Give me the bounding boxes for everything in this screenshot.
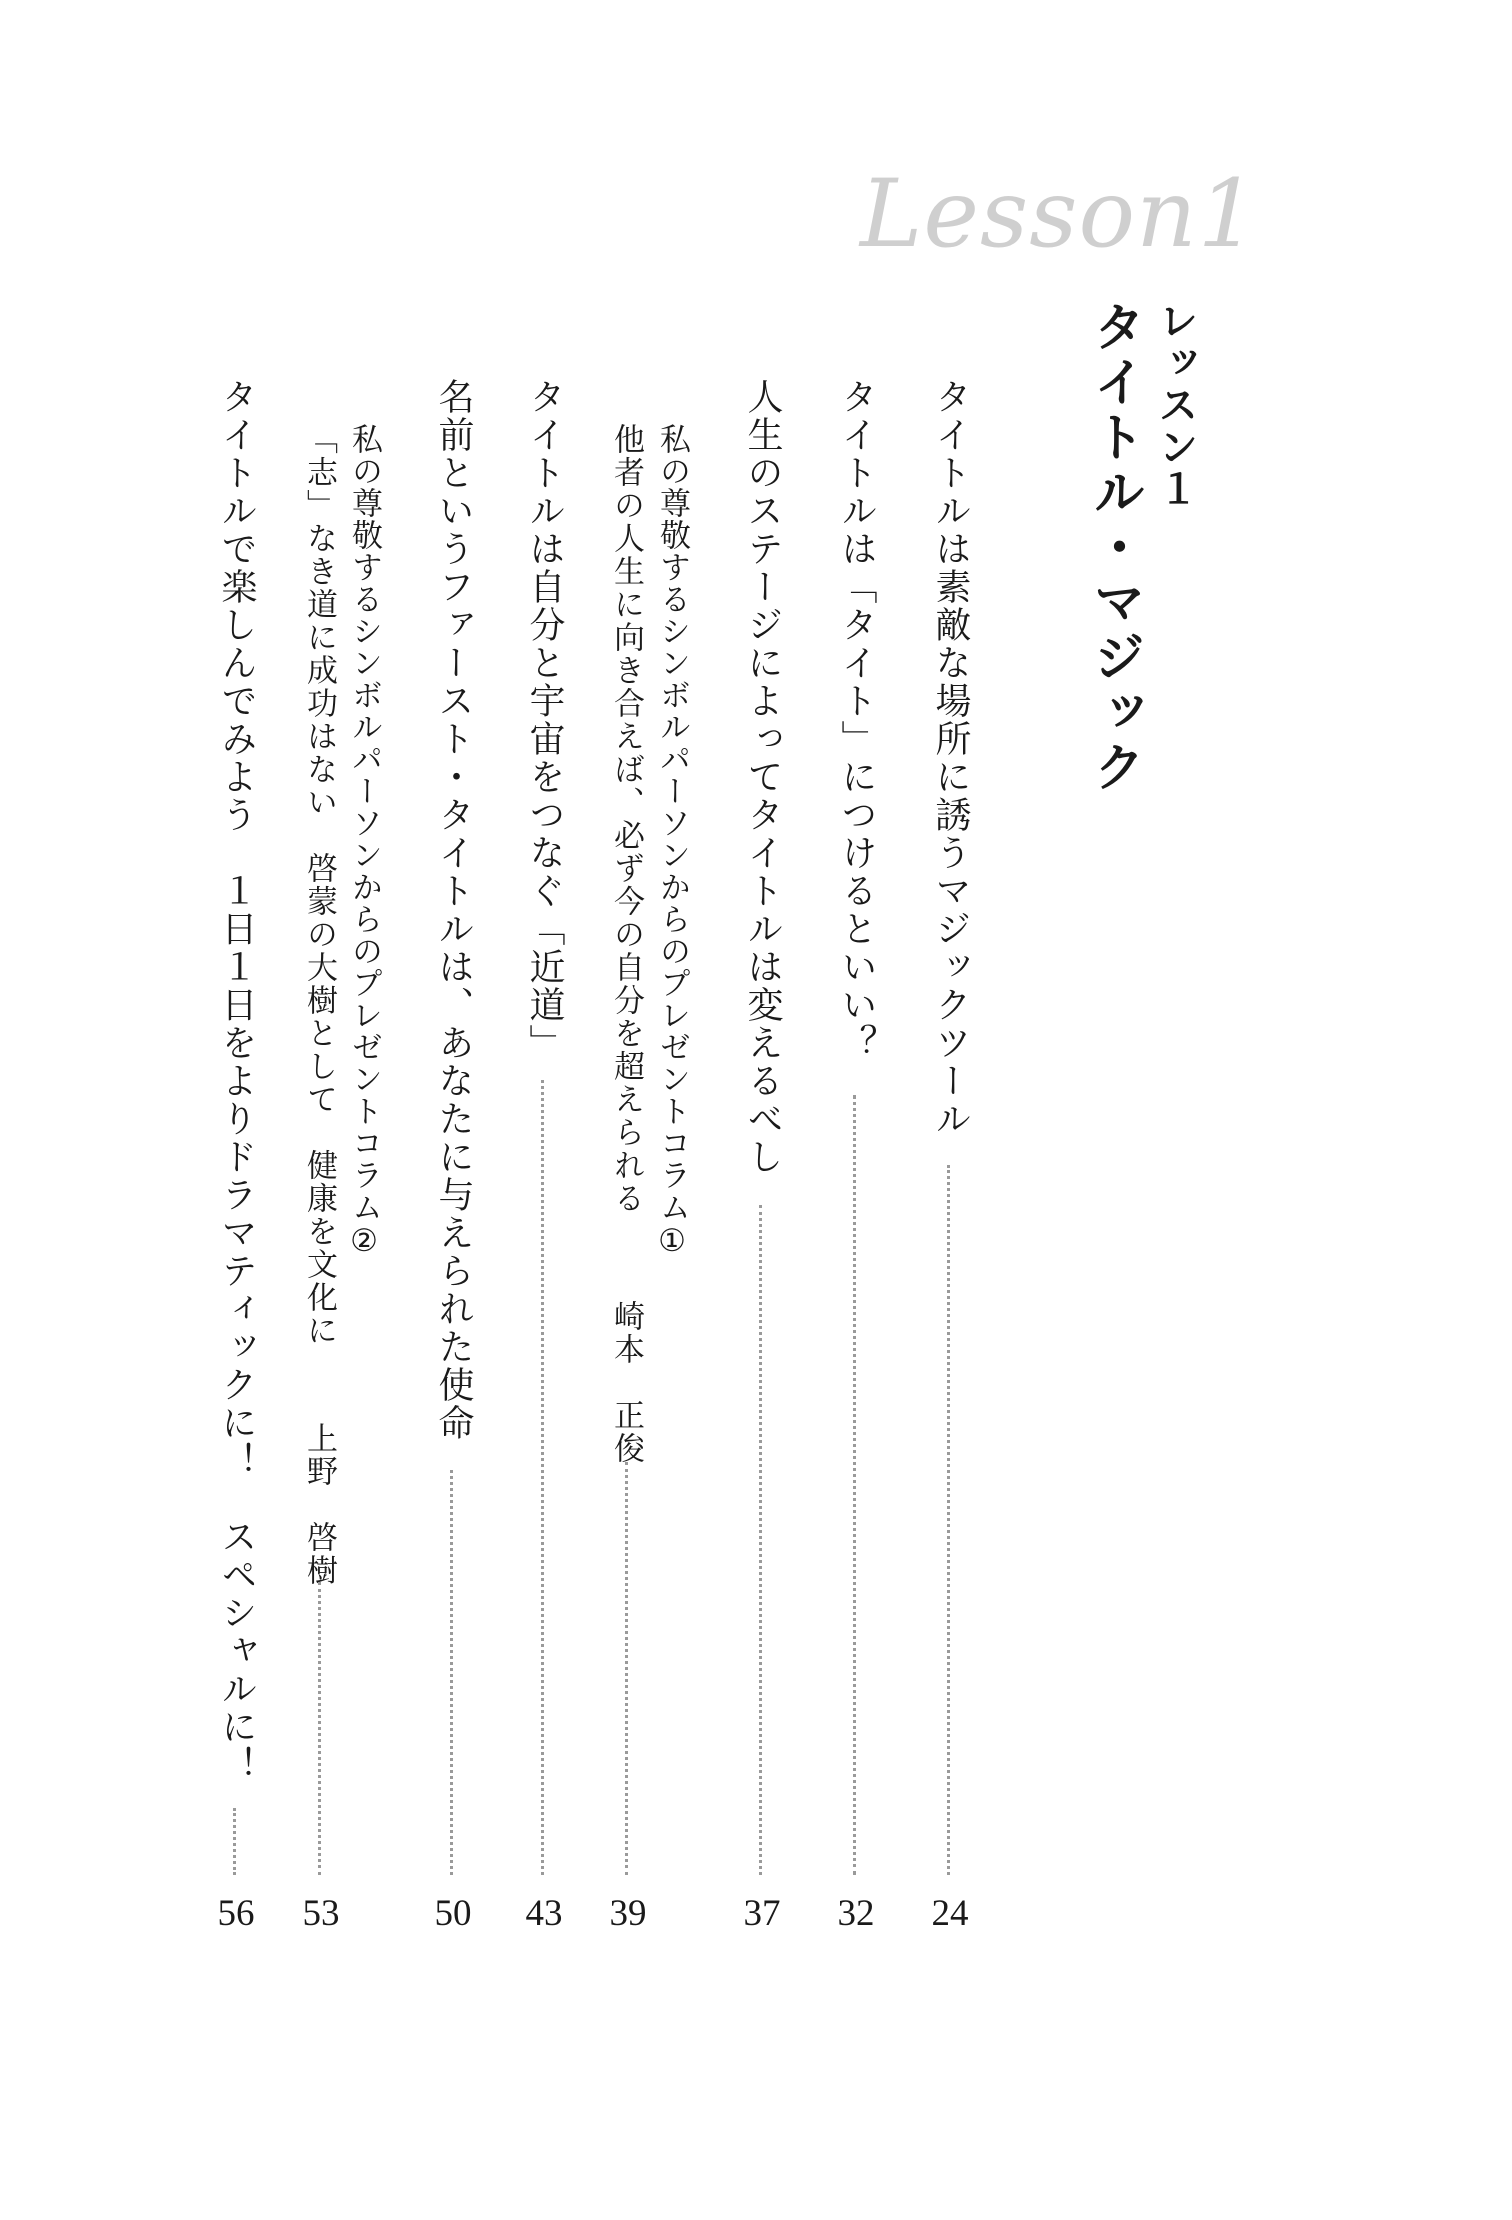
toc-entry-title[interactable]: 私の尊敬するシンボルパーソンからのプレゼントコラム① (654, 423, 690, 1260)
page-number[interactable]: 43 (525, 1893, 563, 1934)
dot-leader (947, 1165, 950, 1875)
toc-entry-author: 崎本 正俊 (608, 1300, 644, 1465)
toc-entry-title[interactable]: 名前というファースト・タイトルは、あなたに与えられた使命 (433, 378, 474, 1442)
page-number[interactable]: 32 (837, 1893, 875, 1934)
chapter-label: レッスン１ (1152, 300, 1198, 510)
dot-leader (318, 1582, 321, 1875)
dot-leader (541, 1080, 544, 1875)
toc-entry-title[interactable]: 人生のステージによってタイトルは変えるべし (742, 378, 783, 1176)
page-number[interactable]: 53 (302, 1893, 340, 1934)
toc-entry-subtitle: 他者の人生に向き合えば、必ず今の自分を超えられる (608, 423, 644, 1215)
page-number[interactable]: 56 (217, 1893, 255, 1934)
page-number[interactable]: 37 (743, 1893, 781, 1934)
dot-leader (759, 1205, 762, 1875)
toc-entry-title[interactable]: 私の尊敬するシンボルパーソンからのプレゼントコラム② (346, 423, 382, 1260)
page-number[interactable]: 50 (434, 1893, 472, 1934)
toc-entry-title[interactable]: タイトルで楽しんでみよう １日１日をよりドラマティックに！ スペシャルに！ (216, 378, 257, 1784)
toc-entry-title[interactable]: タイトルは「タイト」につけるといい？ (836, 378, 877, 1062)
lesson-watermark: Lesson1 (860, 160, 1259, 269)
dot-leader (625, 1462, 628, 1875)
toc-entry-subtitle: 「志」なき道に成功はない 啓蒙の大樹として 健康を文化に (301, 423, 337, 1347)
toc-entry-author: 上野 啓樹 (301, 1422, 337, 1587)
chapter-title: タイトル・マジック (1084, 300, 1144, 795)
dot-leader (853, 1095, 856, 1875)
page-number[interactable]: 39 (609, 1893, 647, 1934)
toc-entry-title[interactable]: タイトルは自分と宇宙をつなぐ「近道」 (524, 378, 565, 1062)
dot-leader (233, 1808, 236, 1875)
toc-entry-title[interactable]: タイトルは素敵な場所に誘うマジックツール (930, 378, 971, 1138)
page-number[interactable]: 24 (931, 1893, 969, 1934)
dot-leader (450, 1470, 453, 1875)
